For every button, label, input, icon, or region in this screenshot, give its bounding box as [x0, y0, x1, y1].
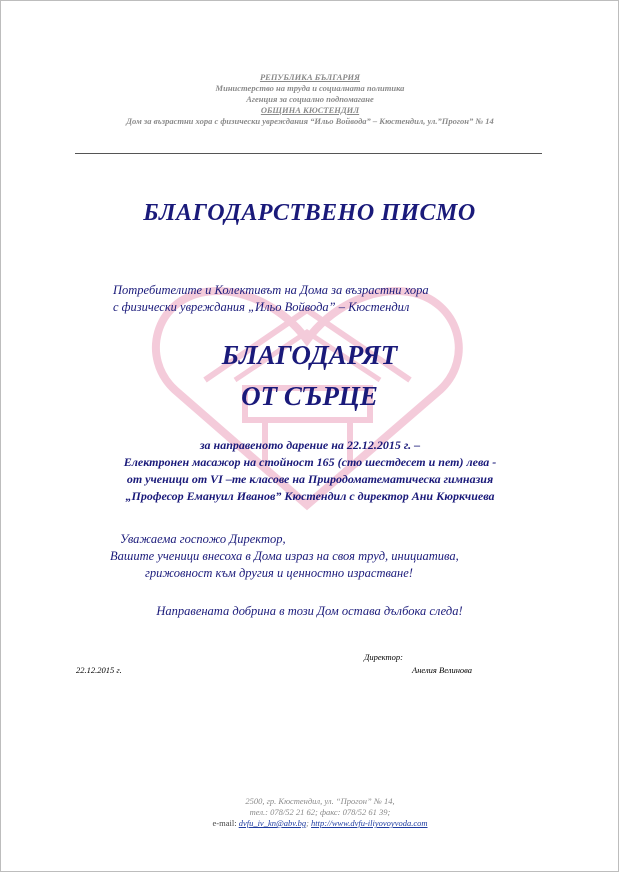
signature-date: 22.12.2015 г. [76, 665, 122, 675]
header-divider [75, 153, 542, 154]
donation-paragraph [60, 437, 560, 505]
footer-phone: тел.: 078/52 21 62; факс: 078/52 61 39; [249, 807, 391, 817]
letterhead [60, 72, 560, 127]
donation-line-3: от ученици от VI –те класове на Природоматематическа гимназия [126, 472, 494, 486]
website-link[interactable]: http://www.dvfu-iliyovoyvoda.com [311, 818, 428, 828]
senders-paragraph [113, 282, 513, 316]
email-label: e-mail: [212, 818, 239, 828]
donation-line-1: за направеното дарение на 22.12.2015 г. – [199, 438, 421, 452]
donation-line-2: Електронен масажор на стойност 165 (сто шестдесет и пет) лева - [123, 455, 497, 469]
closing-sentence: Направената добрина в този Дом остава дълбока следа! [156, 604, 463, 618]
letterhead-municipality: ОБЩИНА КЮСТЕНДИЛ [260, 105, 360, 115]
footer-contacts [120, 818, 520, 829]
signature-name: Анелия Велинова [412, 665, 473, 675]
salutation: Уважаема госпожо Директор, [120, 532, 286, 546]
letterhead-country: РЕПУБЛИКА БЪЛГАРИЯ [259, 72, 361, 82]
signature-role: Директор: [364, 652, 404, 662]
letterhead-institution: Дом за възрастни хора с физически увреждания “Ильо Войвода” – Кюстендил, ул.”Прогон” № 14 [126, 116, 494, 126]
footer [120, 796, 520, 829]
donation-line-4: „Професор Емануил Иванов” Кюстендил с директор Ани Кюркчиева [125, 489, 495, 503]
senders-line-2: с физически увреждания „Ильо Войвода” – Кюстендил [113, 300, 410, 314]
contact-separator: ; [306, 818, 312, 828]
letterhead-agency: Агенция за социално подпомагане [246, 94, 374, 104]
senders-line-1: Потребителите и Колективът на Дома за възрастни хора [113, 283, 429, 297]
address-line-2: Вашите ученици внесоха в Дома израз на своя труд, инициатива, [110, 549, 459, 563]
address-line-3: грижовност към другия и ценностно израстване! [145, 566, 413, 580]
thanks-line-1: БЛАГОДАРЯТ [221, 340, 398, 370]
thanks-line-2: ОТ СЪРЦЕ [241, 381, 378, 411]
address-paragraph [100, 531, 550, 582]
email-link[interactable]: dvfu_iv_kn@abv.bg [238, 818, 307, 828]
page-title: БЛАГОДАРСТВЕНО ПИСМО [143, 200, 476, 226]
letterhead-ministry: Министерство на труда и социалната политика [215, 83, 405, 93]
footer-address: 2500, гр. Кюстендил, ул. “Прогон” № 14, [245, 796, 395, 806]
